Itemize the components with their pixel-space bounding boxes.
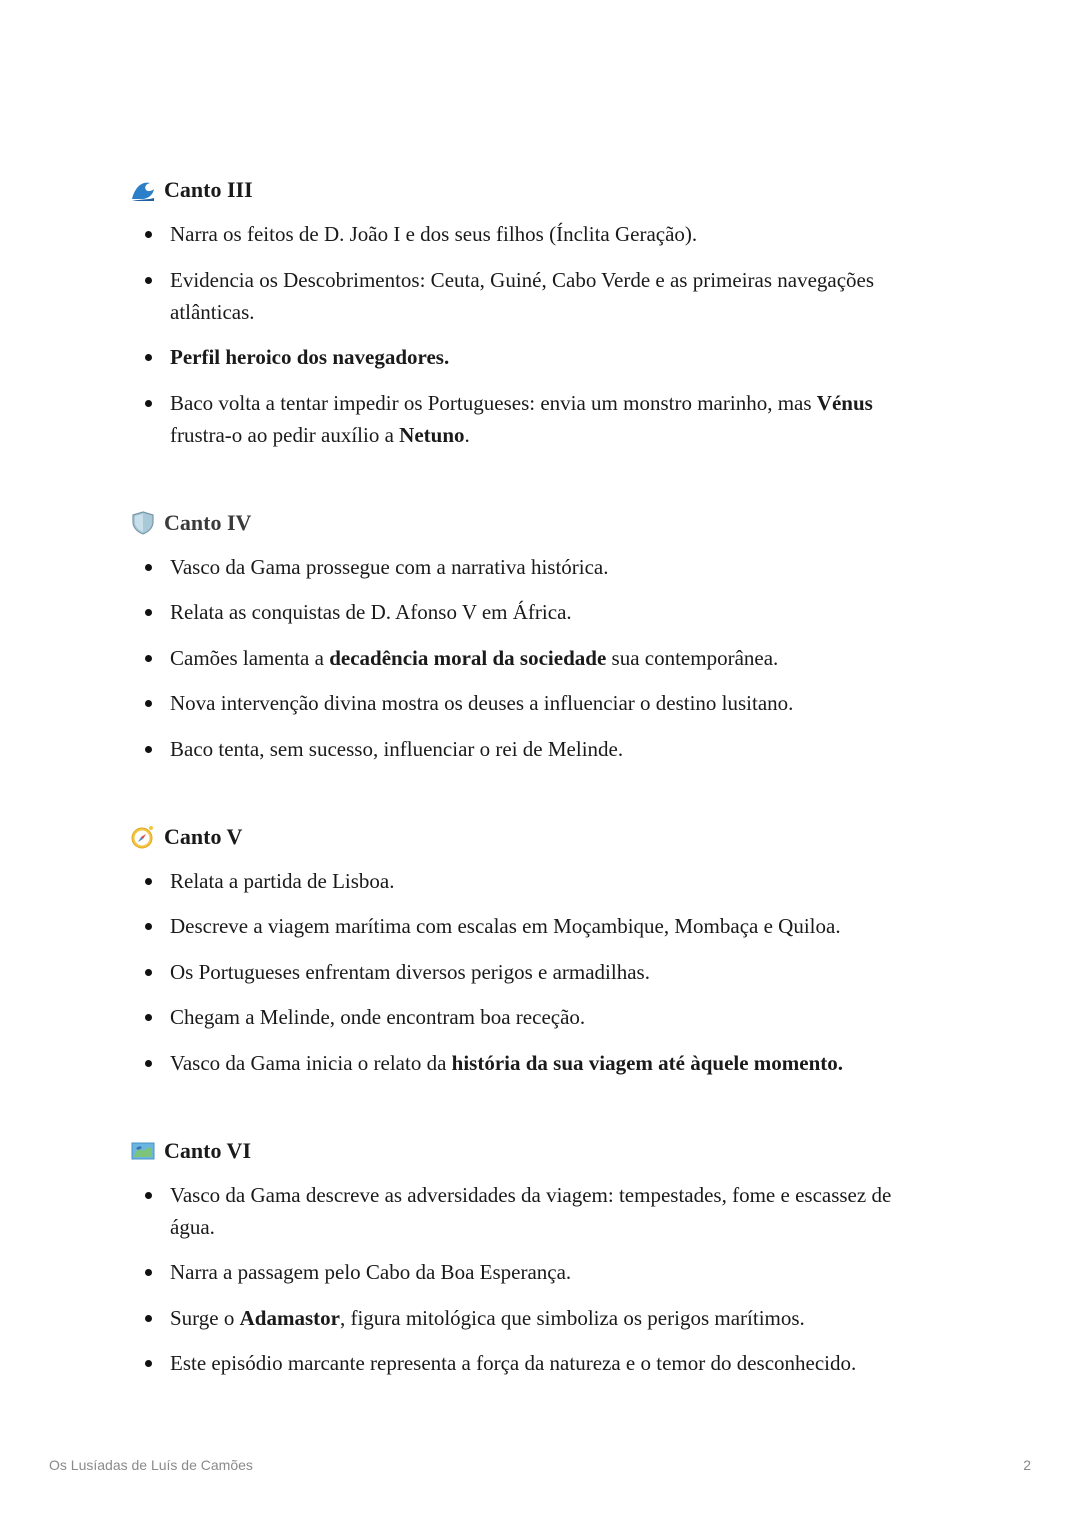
bold-text: história da sua viagem até àquele momento. [451, 1050, 844, 1075]
shield-icon [130, 510, 156, 536]
text-run: Os Portugueses enfrentam diversos perigos e armadilhas. [170, 959, 650, 984]
list-item [130, 642, 930, 674]
page-number: 2 [1023, 1457, 1031, 1473]
list-item [130, 218, 930, 250]
compass-icon [130, 824, 156, 850]
page-footer [49, 1457, 1031, 1473]
section-heading [130, 1133, 930, 1169]
text-run: Este episódio marcante representa a força da natureza e o temor do desconhecido. [170, 1351, 857, 1375]
section-heading [130, 172, 930, 208]
text-run: Camões lamenta a [170, 645, 330, 670]
list-item [130, 596, 930, 628]
text-run: sua contemporânea. [606, 645, 779, 670]
list-item [130, 1047, 930, 1079]
list-item [130, 1302, 930, 1334]
list-item [130, 341, 930, 373]
map-icon [130, 1138, 156, 1164]
bold-text: Netuno [399, 422, 465, 447]
section-heading [130, 505, 930, 541]
bold-text: Adamastor [239, 1305, 340, 1330]
list-item [130, 910, 930, 942]
section-canto-v [130, 819, 930, 1079]
text-run: , figura mitológica que simboliza os perigos marítimos. [339, 1305, 805, 1330]
text-run: . [464, 422, 470, 447]
document-body [130, 172, 930, 1433]
list-item [130, 1256, 930, 1288]
bullet-list [130, 218, 930, 451]
list-item [130, 956, 930, 988]
bold-text: decadência moral da sociedade [329, 645, 607, 670]
text-run: Baco volta a tentar impedir os Portugueses: envia um monstro marinho, mas [170, 390, 817, 415]
bold-text: Perfil heroico dos navegadores. [170, 345, 450, 369]
footer-document-title: Os Lusíadas de Luís de Camões [49, 1457, 253, 1473]
wave-icon [130, 177, 156, 203]
text-run: frustra-o ao pedir auxílio a [170, 422, 400, 447]
bullet-list [130, 551, 930, 765]
text-run: Evidencia os Descobrimentos: Ceuta, Guiné, Cabo Verde e as primeiras navegações atlânticas. [170, 267, 875, 324]
section-canto-iv [130, 505, 930, 765]
section-title: Canto IV [164, 509, 252, 535]
text-run: Narra a passagem pelo Cabo da Boa Esperança. [170, 1260, 572, 1284]
list-item [130, 1179, 930, 1243]
section-canto-iii [130, 172, 930, 451]
text-run: Vasco da Gama inicia o relato da [170, 1050, 452, 1075]
list-item [130, 387, 930, 451]
list-item [130, 264, 930, 328]
text-run: Vasco da Gama prossegue com a narrativa histórica. [170, 554, 609, 579]
list-item [130, 551, 930, 583]
text-run: Nova intervenção divina mostra os deuses a influenciar o destino lusitano. [170, 691, 794, 715]
bullet-list [130, 1179, 930, 1380]
text-run: Vasco da Gama descreve as adversidades da viagem: tempestades, fome e escassez de água. [170, 1182, 892, 1239]
list-item [130, 687, 930, 719]
list-item [130, 733, 930, 765]
text-run: Descreve a viagem marítima com escalas em Moçambique, Mombaça e Quiloa. [170, 914, 841, 938]
section-title: Canto VI [164, 1137, 252, 1163]
text-run: Relata a partida de Lisboa. [170, 868, 395, 893]
list-item [130, 1001, 930, 1033]
list-item [130, 865, 930, 897]
section-canto-vi [130, 1133, 930, 1380]
bullet-list [130, 865, 930, 1079]
section-heading [130, 819, 930, 855]
text-run: Narra os feitos de D. João I e dos seus filhos (Ínclita Geração). [170, 222, 698, 246]
text-run: Chegam a Melinde, onde encontram boa receção. [170, 1005, 586, 1029]
section-title: Canto III [164, 177, 253, 202]
text-run: Surge o [170, 1305, 240, 1330]
text-run: Baco tenta, sem sucesso, influenciar o rei de Melinde. [170, 736, 624, 761]
list-item [130, 1347, 930, 1379]
bold-text: Vénus [816, 390, 873, 415]
section-title: Canto V [164, 823, 243, 849]
text-run: Relata as conquistas de D. Afonso V em África. [170, 600, 572, 624]
